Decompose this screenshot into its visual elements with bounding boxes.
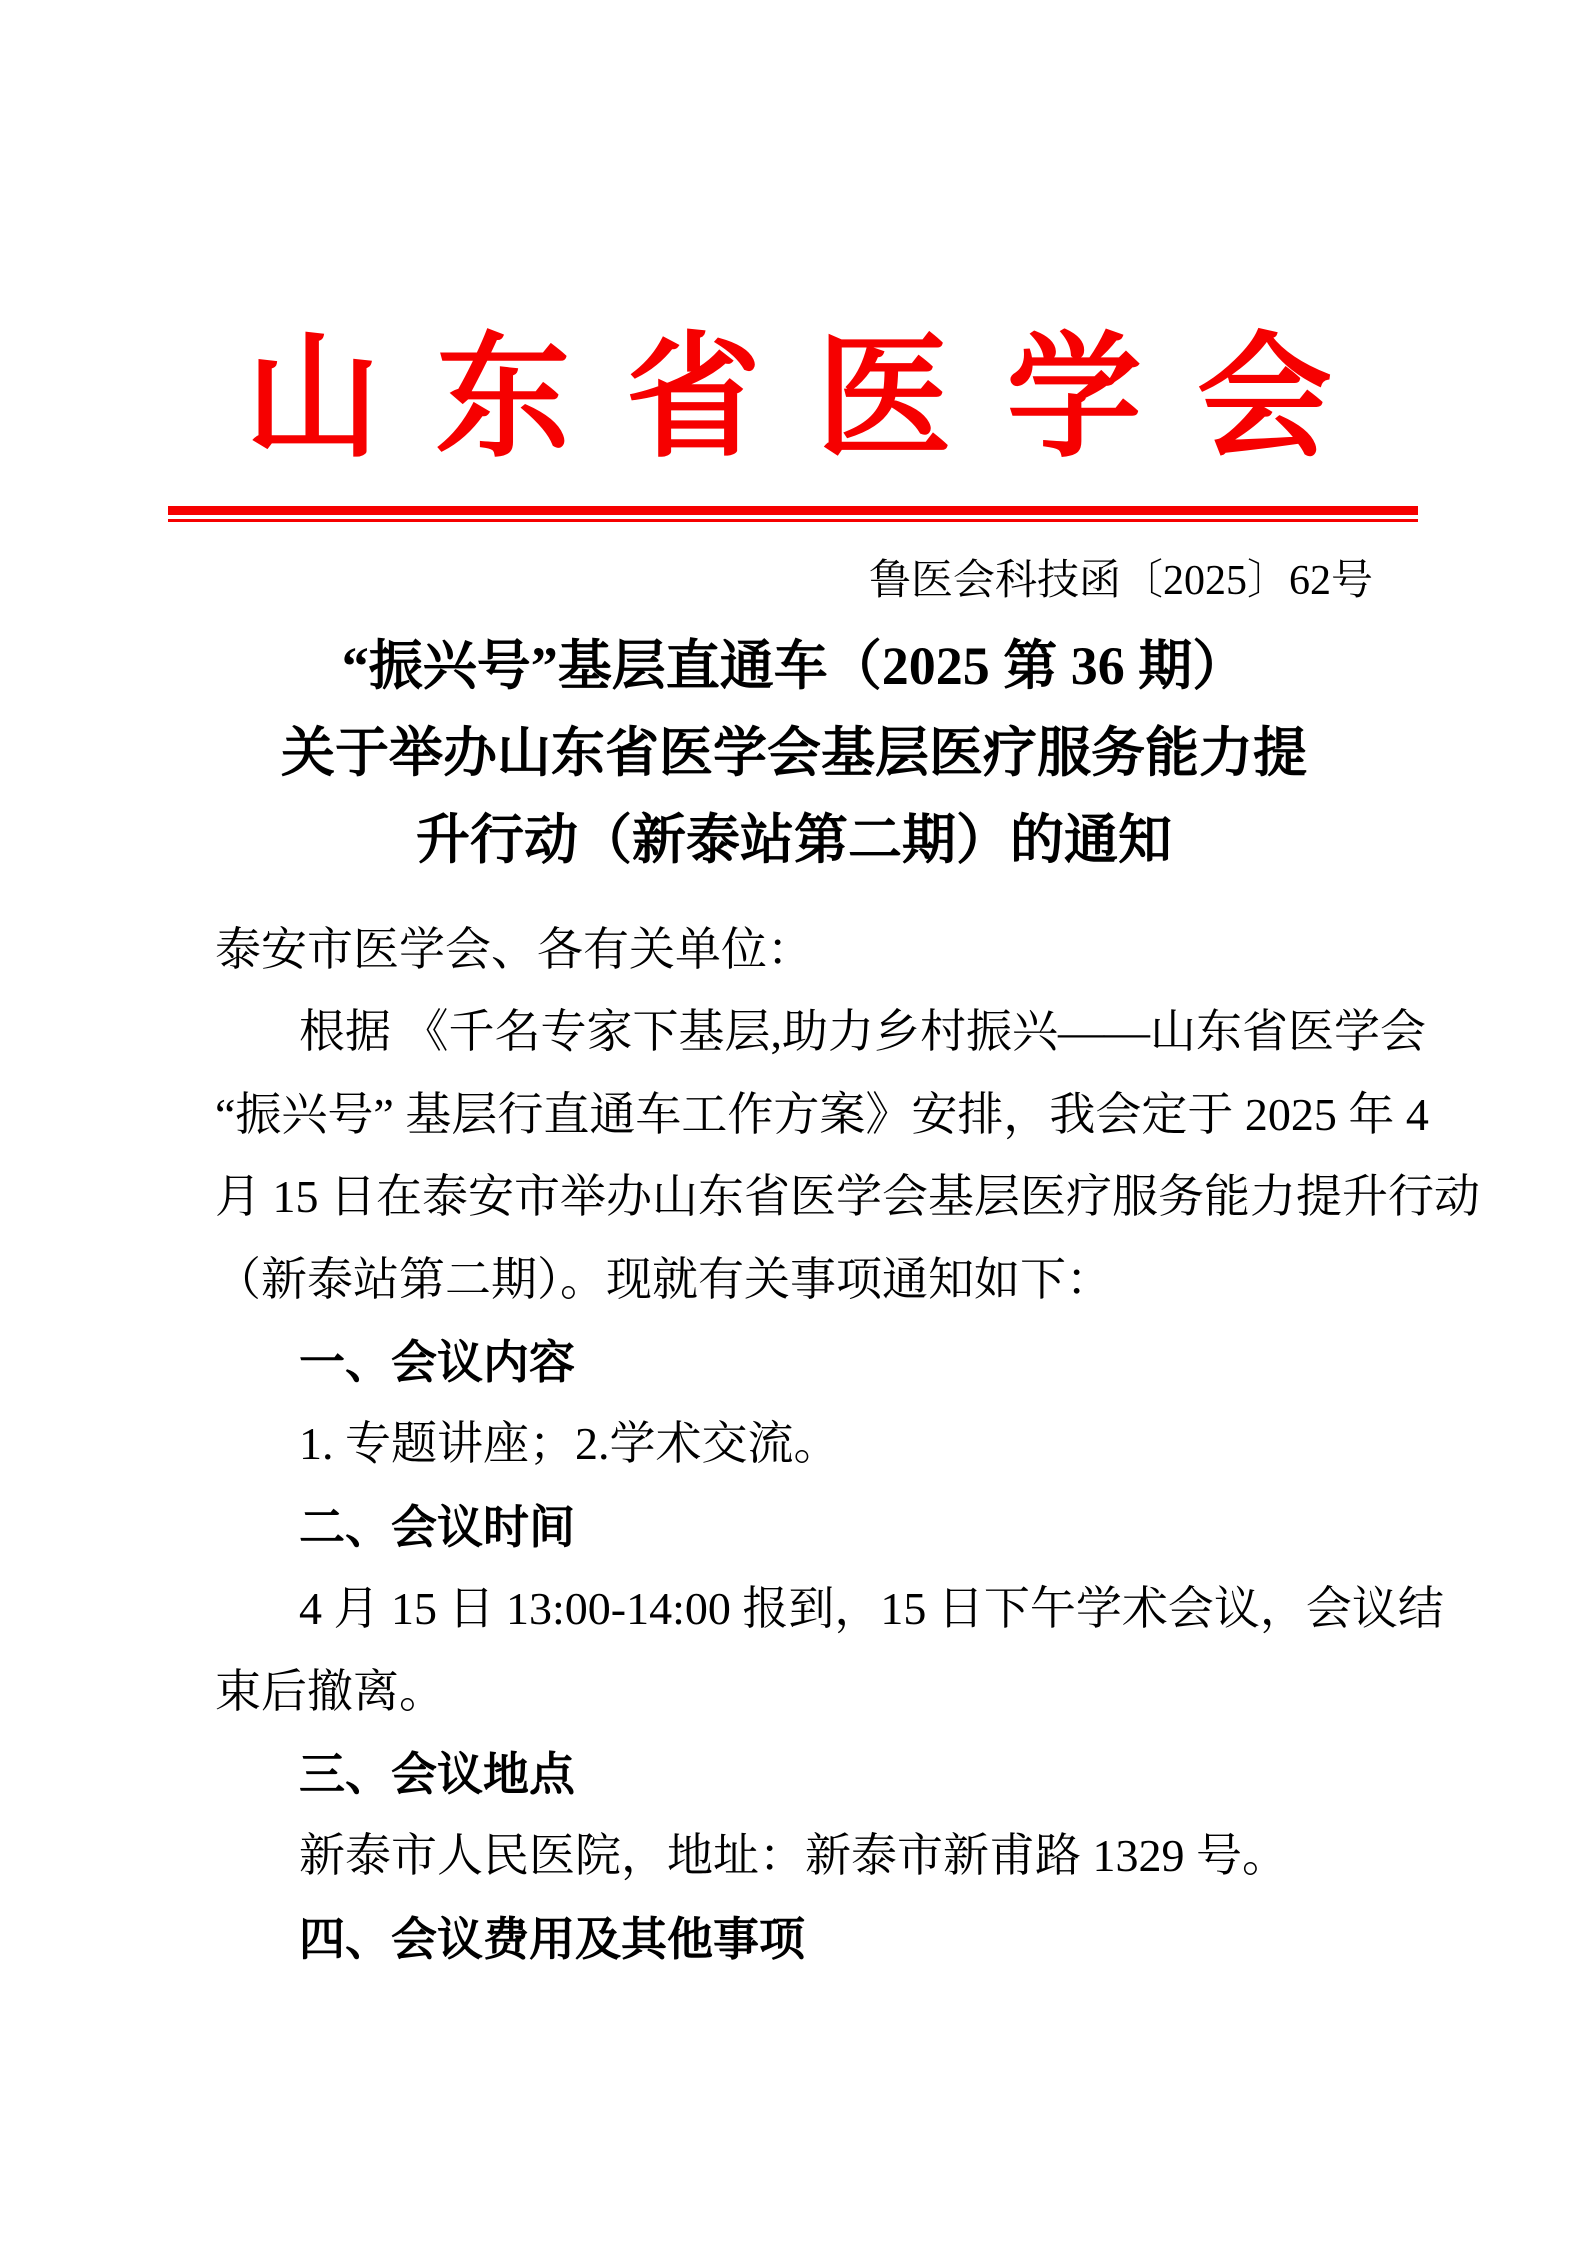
body-line: 根据 《千名专家下基层,助力乡村振兴——山东省医学会 [299,1006,1426,1058]
letterhead-title: 山 东 省 医 学 会 [245,325,1343,474]
salutation: 泰安市医学会、各有关单位： [215,924,813,975]
red-rule-thin [168,519,1418,522]
body-line: （新泰站第二期）。现就有关事项通知如下： [215,1253,1112,1305]
section-heading-2: 二、会议时间 [299,1500,575,1553]
document-title-line-3: 升行动（新泰站第二期）的通知 [416,810,1172,870]
section-heading-3: 三、会议地点 [299,1747,575,1800]
document-title [0,623,1588,884]
body-line: 1. 专题讲座；2.学术交流。 [299,1418,840,1470]
body-line: 月 15 日在泰安市举办山东省医学会基层医疗服务能力提升行动 [215,1171,1480,1223]
body-text-block [215,909,1480,1980]
section-heading-1: 一、会议内容 [299,1335,575,1388]
section-heading-4: 四、会议费用及其他事项 [299,1912,805,1965]
body-line: 束后撤离。 [215,1665,445,1717]
document-title-line-1: “振兴号”基层直通车（2025 第 36 期） [341,636,1247,696]
body-line: 4 月 15 日 13:00-14:00 报到，15 日下午学术会议，会议结 [299,1583,1444,1635]
body-line: “振兴号” 基层行直通车工作方案》安排，我会定于 2025 年 4 [215,1088,1429,1140]
body-line: 新泰市人民医院，地址：新泰市新甫路 1329 号。 [299,1830,1288,1882]
reference-number: 鲁医会科技函〔2025〕62号 [868,558,1373,604]
red-rule-thick [168,506,1418,515]
document-title-line-2: 关于举办山东省医学会基层医疗服务能力提 [281,723,1307,783]
